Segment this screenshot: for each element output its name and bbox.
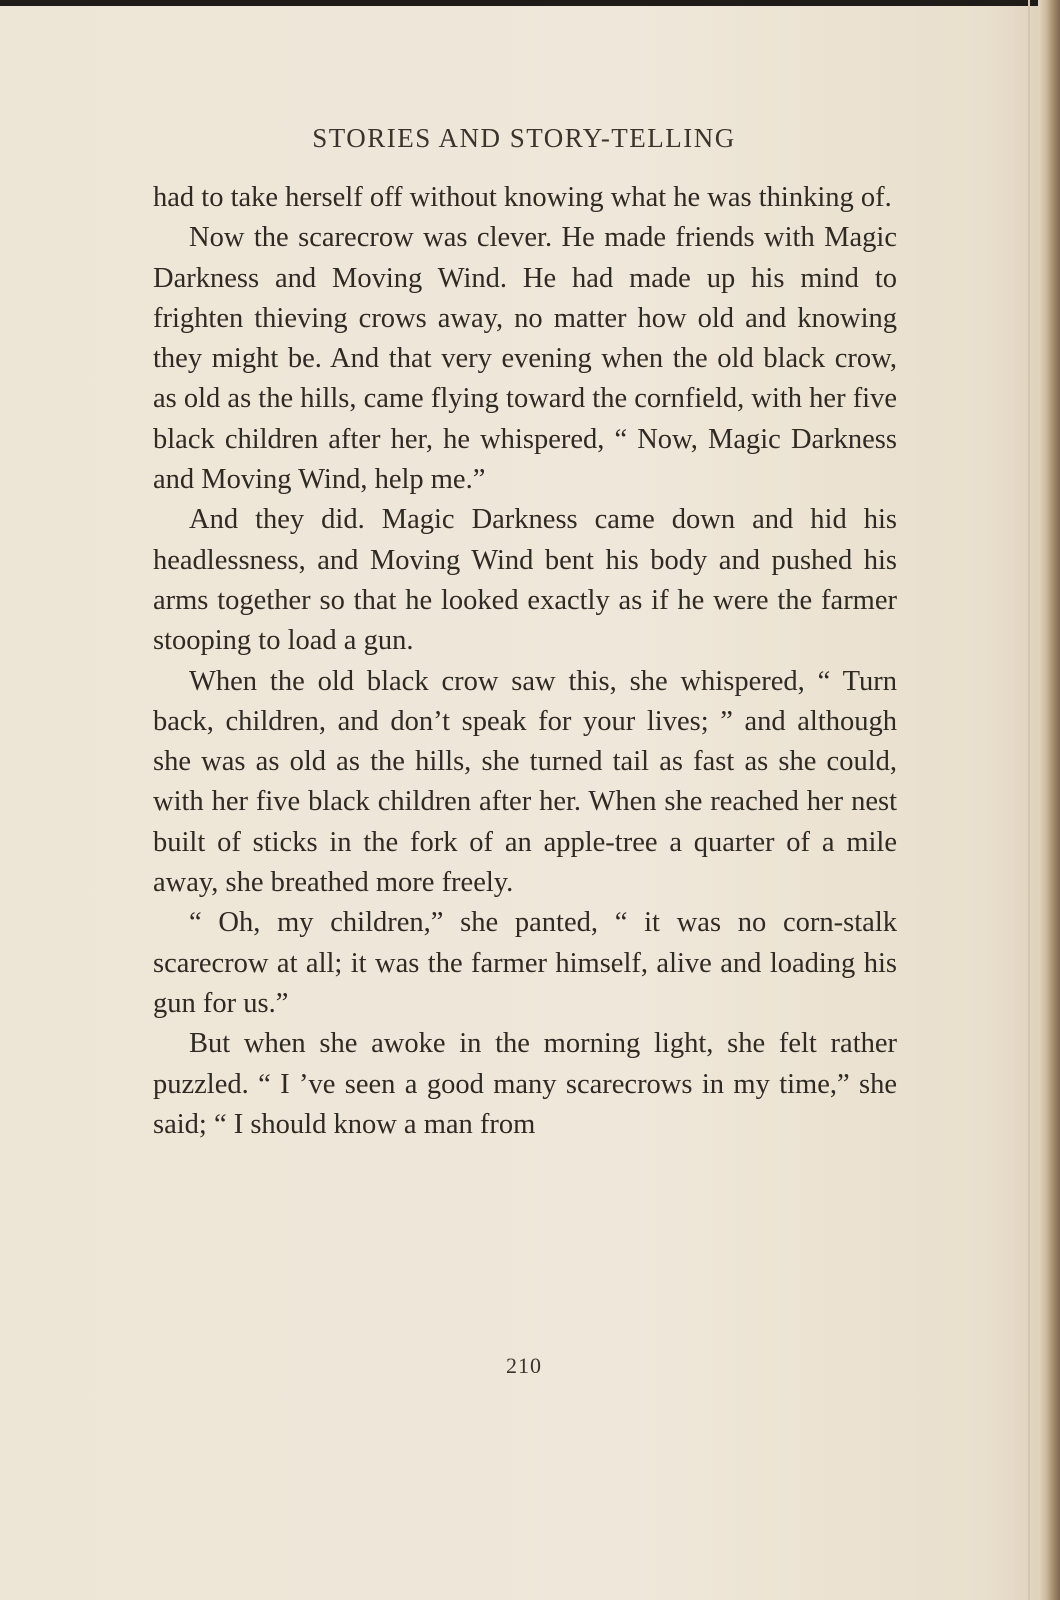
book-spine-edge — [1038, 0, 1060, 1600]
running-head: STORIES AND STORY-TELLING — [312, 123, 736, 153]
paragraph: When the old black crow saw this, she whispered, “ Turn back, children, and don’t speak for your lives; ” and although she was as old as the hills, she turned tail as fast as she could, with her five black children after her. When she reached her nest built of sticks in the fork of an apple-tree a quarter of a mile away, she breathed more freely. — [153, 665, 897, 899]
body-text — [153, 178, 897, 1145]
paragraph: Now the scarecrow was clever. He made friends with Magic Darkness and Moving Wind. He had made up his mind to frighten thieving crows away, no matter how old and knowing they might be. And that very evening when the old black crow, as old as the hills, came flying toward the cornfield, with her five black children after her, he whispered, “ Now, Magic Darkness and Moving Wind, help me.” — [153, 222, 897, 496]
page-fold-line — [1028, 0, 1030, 1600]
page-top-edge — [0, 0, 1060, 6]
page-number: 210 — [506, 1353, 542, 1378]
paragraph: But when she awoke in the morning light, she felt rather puzzled. “ I ’ve seen a good many scarecrows in my time,” she said; “ I should know a man from — [153, 1028, 897, 1140]
paragraph: “ Oh, my children,” she panted, “ it was no corn-stalk scarecrow at all; it was the farmer himself, alive and loading his gun for us.” — [153, 907, 897, 1019]
paragraph: And they did. Magic Darkness came down and hid his headlessness, and Moving Wind bent his body and pushed his arms together so that he looked exactly as if he were the farmer stooping to load a gun. — [153, 504, 897, 657]
paragraph: had to take herself off without knowing what he was thinking of. — [153, 182, 892, 213]
